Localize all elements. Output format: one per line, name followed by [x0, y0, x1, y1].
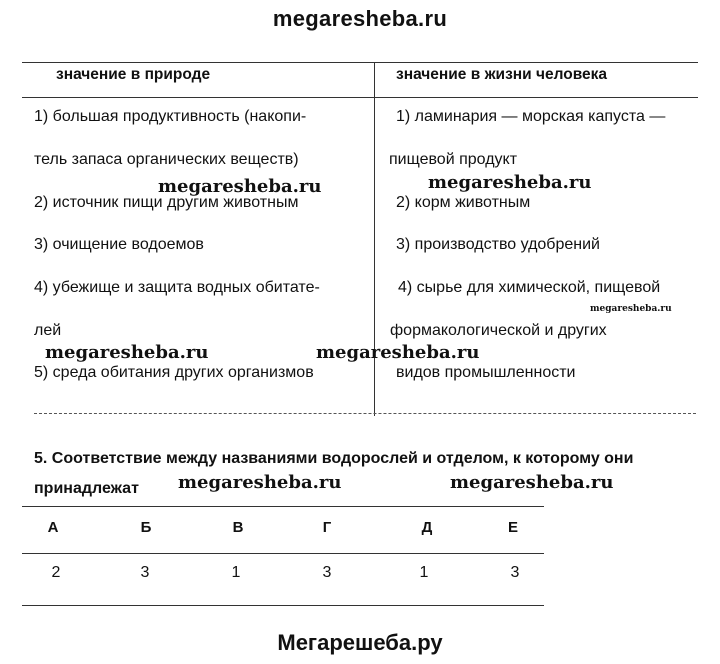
right-line: 2) корм животным: [396, 194, 531, 211]
watermark: megaresheba.ru: [45, 342, 209, 363]
answer-value: 3: [140, 564, 150, 581]
watermark-small: megaresheba.ru: [590, 304, 672, 314]
watermark: megaresheba.ru: [450, 472, 614, 493]
right-line: формакологической и других: [390, 322, 607, 339]
answer-table-top: [22, 506, 544, 507]
watermark: megaresheba.ru: [158, 176, 322, 197]
left-line: 3) очищение водоемов: [34, 236, 204, 253]
answer-header: Г: [322, 519, 332, 536]
watermark: megaresheba.ru: [316, 342, 480, 363]
answer-header: Е: [507, 519, 518, 536]
left-line: тель запаса органических веществ): [34, 151, 299, 168]
answer-table-middle: [22, 553, 544, 554]
right-line: 1) ламинария — морская капуста —: [396, 108, 666, 125]
right-line: 4) сырье для химической, пищевой: [398, 279, 661, 296]
watermark: megaresheba.ru: [428, 172, 592, 193]
task5-title: 5. Соответствие между названиями водорослей и отделом, к которому они принадлежат: [34, 450, 634, 497]
table-bottom-dashed-border: [34, 413, 696, 414]
answer-value: 1: [231, 564, 241, 581]
table-top-border: [22, 62, 698, 63]
right-line: 3) производство удобрений: [396, 236, 600, 253]
answer-value: 1: [419, 564, 429, 581]
answer-value: 2: [51, 564, 61, 581]
table-header-border: [22, 97, 698, 98]
right-line: пищевой продукт: [389, 151, 518, 168]
answer-header: А: [47, 519, 59, 536]
column-header-nature: значение в природе: [56, 66, 211, 83]
answer-header: В: [232, 519, 244, 536]
left-line: 1) большая продуктивность (накопи-: [34, 108, 307, 125]
answer-header: Б: [140, 519, 152, 536]
answer-table-bottom: [22, 605, 544, 606]
site-title: megaresheba.ru: [272, 6, 448, 31]
footer-title: Мегарешеба.ру: [277, 630, 443, 655]
left-line: 5) среда обитания других организмов: [34, 364, 314, 381]
answer-value: 3: [510, 564, 520, 581]
left-line: 2) источник пищи другим животным: [34, 194, 299, 211]
column-header-human: значение в жизни человека: [396, 66, 608, 83]
watermark: megaresheba.ru: [178, 472, 342, 493]
answer-header: Д: [421, 519, 433, 536]
left-line: 4) убежище и защита водных обитате-: [34, 279, 320, 296]
right-line: видов промышленности: [396, 364, 576, 381]
left-line: лей: [34, 322, 62, 339]
answer-value: 3: [322, 564, 332, 581]
